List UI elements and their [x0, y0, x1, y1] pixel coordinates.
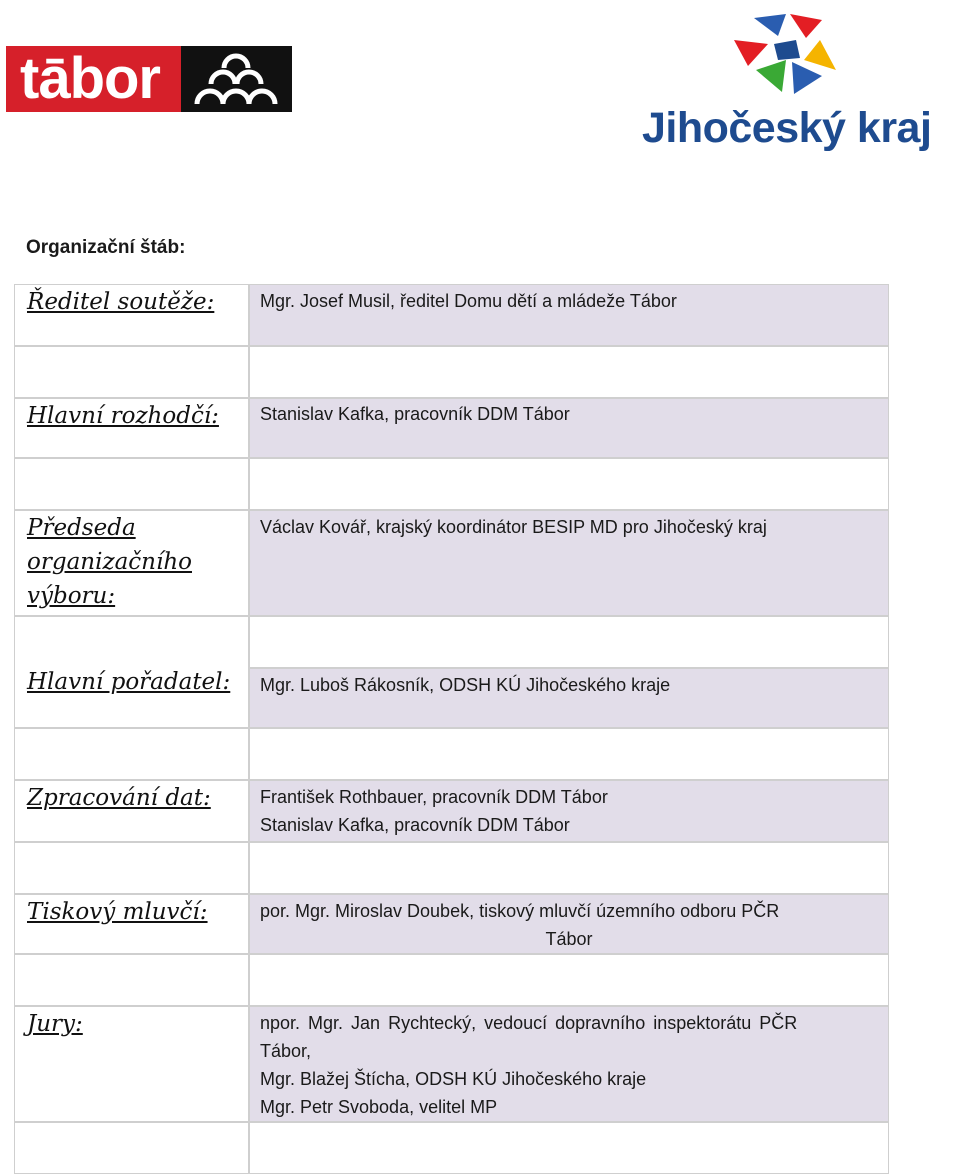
tabor-hills-icon [181, 46, 292, 112]
staff-table [14, 284, 889, 1174]
table-row-chief-referee [14, 398, 889, 458]
organizer-value: Mgr. Luboš Rákosník, ODSH KÚ Jihočeského kraje [260, 675, 671, 695]
jury-value-line1: npor. Mgr. Jan Rychtecký, vedoucí dopravního inspektorátu PČR [260, 1013, 798, 1033]
table-row-spacer [14, 458, 889, 510]
table-row-data-processing [14, 780, 889, 842]
chief-referee-value: Stanislav Kafka, pracovník DDM Tábor [260, 404, 570, 424]
table-row-chair [14, 510, 889, 616]
jury-value-line2: Tábor, [260, 1041, 312, 1061]
chair-value: Václav Kovář, krajský koordinátor BESIP MD pro Jihočeský kraj [260, 517, 767, 537]
jury-label: Jury: [27, 1011, 83, 1037]
jury-value-line3: Mgr. Blažej Štícha, ODSH KÚ Jihočeského kraje [260, 1069, 647, 1089]
data-processing-value-line2: Stanislav Kafka, pracovník DDM Tábor [260, 815, 570, 835]
chair-label-line2: organizačního [27, 549, 192, 575]
director-label: Ředitel soutěže: [27, 289, 215, 315]
table-row-spacer [14, 1122, 889, 1174]
table-row-spacer [14, 842, 889, 894]
chief-referee-label: Hlavní rozhodčí: [27, 403, 219, 429]
press-value-line1: por. Mgr. Miroslav Doubek, tiskový mluvčí územního odboru PČR [260, 901, 780, 921]
table-row-director [14, 284, 889, 346]
table-row-spacer [14, 346, 889, 398]
data-processing-label: Zpracování dat: [27, 785, 211, 811]
data-processing-value-line1: František Rothbauer, pracovník DDM Tábor [260, 787, 608, 807]
press-label: Tiskový mluvčí: [27, 899, 208, 925]
jury-value-line4: Mgr. Petr Svoboda, velitel MP [260, 1097, 498, 1117]
jihocesky-kraj-emblem-icon [636, 10, 956, 105]
table-row-press [14, 894, 889, 954]
table-row-spacer [14, 616, 889, 668]
chair-label-line1: Předseda [27, 515, 136, 541]
table-row-jury [14, 1006, 889, 1122]
organizer-label: Hlavní pořadatel: [27, 669, 231, 695]
table-row-organizer [14, 668, 889, 728]
chair-label-line3: výboru: [27, 583, 116, 609]
section-title: Organizační štáb: [26, 237, 186, 258]
press-value-line2: Tábor [545, 929, 593, 949]
director-value: Mgr. Josef Musil, ředitel Domu dětí a mládeže Tábor [260, 291, 677, 311]
tabor-logo [6, 46, 292, 112]
jihocesky-kraj-logo [636, 10, 956, 160]
table-row-spacer [14, 728, 889, 780]
table-row-spacer [14, 954, 889, 1006]
jihocesky-kraj-wordmark: Jihočeský kraj [642, 104, 932, 152]
tabor-logo-text: tābor [20, 46, 160, 111]
